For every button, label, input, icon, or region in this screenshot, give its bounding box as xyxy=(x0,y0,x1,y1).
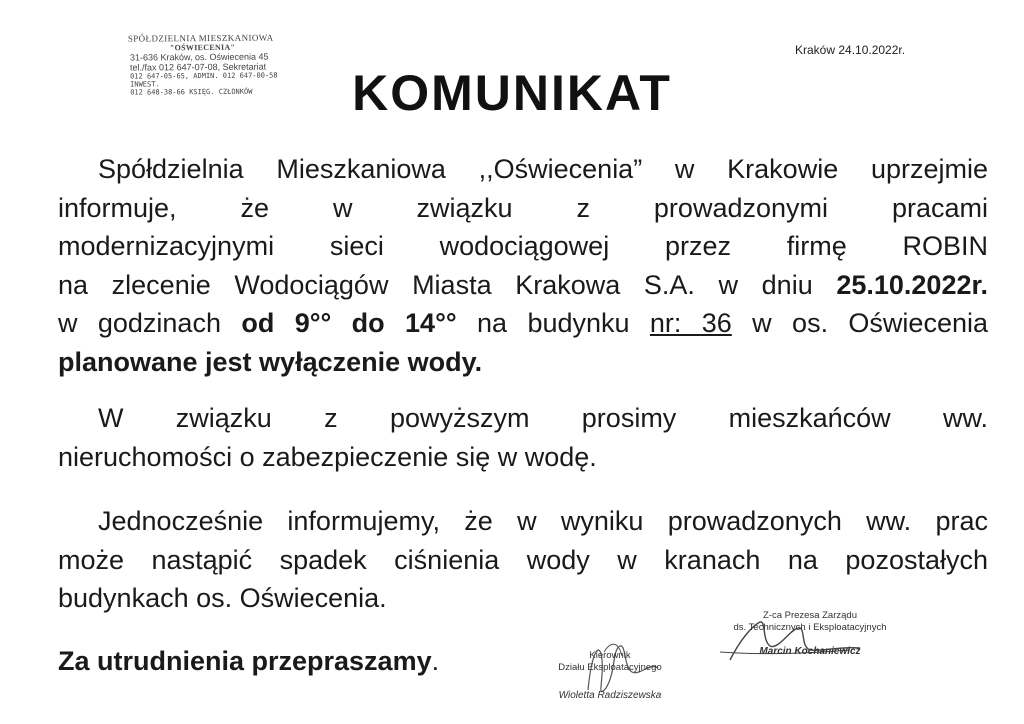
stamp-line: SPÓŁDZIELNIA MIESZKANIOWA xyxy=(127,32,274,44)
signature-name: Wioletta Radziszewska xyxy=(558,690,662,701)
signature-role: Działu Eksploatacyjnego xyxy=(558,662,662,673)
paragraph-1 xyxy=(58,150,988,381)
signature-name: Marcin Kochaniewicz xyxy=(759,646,861,657)
text-line: modernizacyjnymi sieci wodociągowej przez firmę ROBIN xyxy=(58,231,988,261)
outage-statement: planowane jest wyłączenie wody. xyxy=(58,346,483,377)
document-date: Kraków 24.10.2022r. xyxy=(795,43,906,57)
text-line: W związku z powyższym prosimy mieszkańców ww. xyxy=(98,403,988,433)
text-segment: w godzinach xyxy=(58,308,242,338)
signature-role: Kierownik xyxy=(589,650,631,661)
text-line: budynkach os. Oświecenia. xyxy=(58,583,387,613)
text-line xyxy=(58,343,988,382)
text-line: Jednocześnie informujemy, że w wyniku prowadzonych ww. prac xyxy=(98,506,988,536)
text-line xyxy=(58,304,988,343)
stamp-line: 012 648-38-66 KSIĘG. CZŁONKÓW xyxy=(130,87,253,97)
apology-text: Za utrudnienia przepraszamy xyxy=(58,645,432,676)
paragraph-2 xyxy=(58,399,988,476)
text-segment: na zlecenie Wodociągów Miasta Krakowa S.A. w dniu xyxy=(58,269,837,300)
signature-block-deputy xyxy=(720,610,900,658)
apology-period: . xyxy=(431,645,440,676)
outage-date: 25.10.2022r. xyxy=(836,269,988,300)
text-line xyxy=(58,266,988,305)
text-line: informuje, że w związku z prowadzonymi pracami xyxy=(58,192,988,223)
outage-hours: od 9°° do 14°° xyxy=(241,308,457,338)
stamp-line: 31-636 Kraków, os. Oświecenia 45 xyxy=(129,51,269,63)
signature-role: Z-ca Prezesa Zarządu xyxy=(763,610,857,621)
paragraph-3 xyxy=(58,502,988,618)
stamp-line: 012 647-05-65, ADMIN. 012 647-00-58 INWEST. xyxy=(130,71,278,89)
text-segment: na budynku xyxy=(456,308,650,338)
text-line: nieruchomości o zabezpieczenie się w wodę. xyxy=(58,441,597,472)
text-line: Spółdzielnia Mieszkaniowa ,,Oświecenia” w Krakowie uprzejmie xyxy=(98,154,988,184)
stamp-line: "OŚWIECENIA" xyxy=(169,42,236,53)
text-line: może nastąpić spadek ciśnienia wody w kranach na pozostałych xyxy=(58,544,988,575)
text-segment: w os. Oświecenia xyxy=(731,308,988,338)
page-title: KOMUNIKAT xyxy=(352,65,672,121)
signature-block-manager xyxy=(540,650,680,702)
notice-body xyxy=(58,150,988,680)
building-number: nr: 36 xyxy=(649,308,732,338)
signature-role: ds. Technicznych i Eksploatacyjnych xyxy=(733,622,887,633)
stamp-line: tel./fax 012 647-07-08, Sekretariat xyxy=(129,61,267,73)
